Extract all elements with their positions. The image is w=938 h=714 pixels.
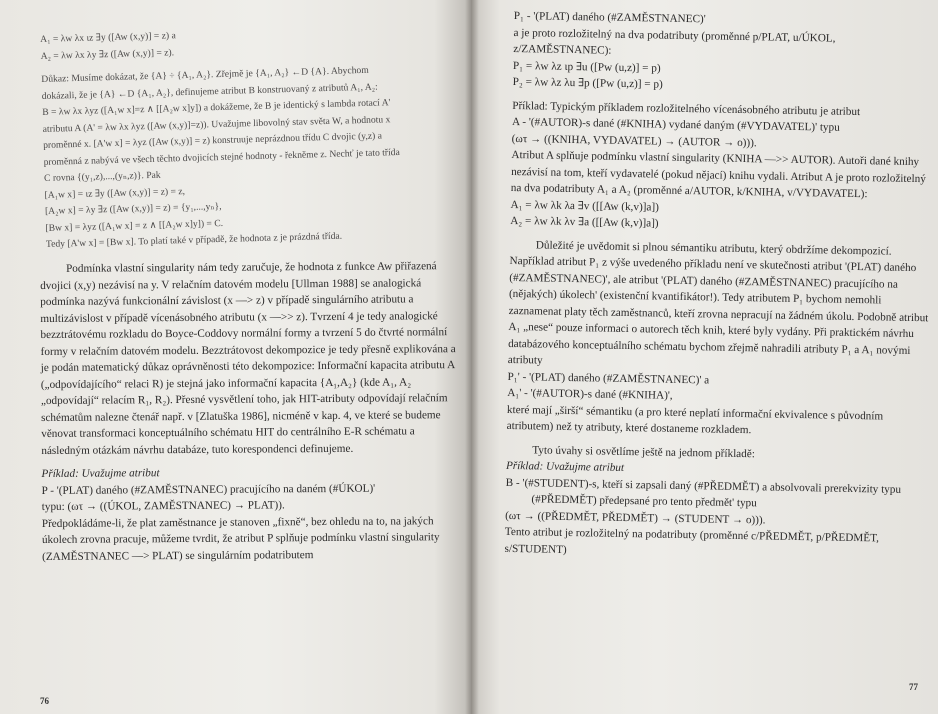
text-line: úkolech zrovna pracuje, můžeme tvrdit, že atribut P splňuje podmínku vlastní singularity bbox=[41, 530, 440, 546]
text-line: (#ZAMĚSTNANEC)', ale atribut '(PLAT) daného (#ZAMĚSTNANEC) pracujícího na bbox=[509, 271, 899, 291]
text-line: Předpokládáme-li, že plat zaměstnance je stanoven „fixně“, bez ohledu na to, na jakých bbox=[41, 514, 434, 529]
left-paragraph bbox=[40, 258, 454, 565]
text-line: proměnné x. [A'w x] = λyz ([Aw (x,y)] = z) konstruuje neprázdnou třídu C dvojic (y,z) a bbox=[43, 130, 383, 151]
example-heading: Příklad: Uvažujme atribut bbox=[505, 459, 625, 474]
text-line: A₁' - '(#AUTOR)-s dané (#KNIHA)', bbox=[507, 386, 673, 402]
text-line: formy v relačním datovém modelu. Bezztrátovost dekompozice je tedy přesně explikována a bbox=[40, 342, 456, 357]
formula-line: [Bw x] = λyz ([A₁w x] = z ∧ [[A₂w x]y]) = C. bbox=[45, 217, 224, 234]
formula-line: [A₁w x] = ιz ∃y ([Aw (x,y)] = z) = z, bbox=[44, 185, 186, 201]
text-line: (ωτ → ((PŘEDMĚT, PŘEDMĚT) → (STUDENT → o))). bbox=[505, 509, 766, 526]
text-line: Atribut A splňuje podmínku vlastní singularity (KNIHA —>> AUTOR). Autoři dané knihy bbox=[511, 148, 920, 169]
formula-line: A₂ = λw λx λy ∃z ([Aw (x,y)] = z). bbox=[40, 46, 175, 62]
text-line: na dva podatributy A₁ a A₂ (proměnné a/AUTOR, k/KNIHA, v/VYDAVATEL): bbox=[510, 181, 868, 201]
text-line: je podán matematický důkaz oprávněnosti této dekompozice: Informační kapacita atributu A bbox=[40, 358, 456, 374]
text-line: B = λw λx λyz ([A₁w x]=z ∧ [[A₂w x]y]) a dokážeme, že B je identický s lambda rotací A' bbox=[42, 97, 391, 118]
formula-line: [A₂w x] = λy ∃z ([Aw (x,y)] = z) = {y₁,...,yₙ}, bbox=[44, 201, 222, 217]
formula-line: A₁ = λw λk λa ∃v ([[Aw (k,v)]a]) bbox=[510, 198, 659, 214]
text-line: („odpovídajícího“ relaci R) je stejná jako informační kapacita {A₁,A₂} (kde A₁, A₂ bbox=[40, 375, 412, 390]
formula-line: P₂ = λw λz λu ∃p ([Pw (u,z)] = p) bbox=[512, 75, 663, 91]
text-line: P₁' - '(PLAT) daného (#ZAMĚSTNANEC)' a bbox=[507, 370, 710, 386]
text-line: typu: (ωτ → ((ÚKOL, ZAMĚSTNANEC) → PLAT)). bbox=[41, 498, 285, 513]
example-heading: Příklad: Typickým příkladem rozložitelného vícenásobného atributu je atribut bbox=[512, 99, 861, 118]
text-line: atributy bbox=[507, 353, 543, 367]
text-line: dokázali, že je {A} ←D {A₁, A₂}, definujeme atribut B konstruovaný z atributů A₁, A₂: bbox=[41, 81, 378, 102]
text-line: proměnná z nabývá ve všech těchto dvojicích stejné hodnoty - řekněme z. Nechť je tato třída bbox=[43, 146, 400, 168]
text-line: a je proto rozložitelný na dva podatributy (proměnné p/PLAT, u/ÚKOL, bbox=[513, 26, 836, 45]
text-line: Tento atribut je rozložitelný na podatributy (proměnné c/PŘEDMĚT, p/PŘEDMĚT, bbox=[504, 525, 880, 545]
formula-line: A₂ = λw λk λv ∃a ([[Aw (k,v)]a]) bbox=[510, 214, 659, 230]
text-line: Důkaz: Musíme dokázat, že {A} ÷ {A₁, A₂}. Zřejmě je {A₁, A₂} ←D {A}. Abychom bbox=[41, 64, 369, 85]
text-line: Tedy [A'w x] = [Bw x]. To platí také v případě, že hodnota z je prázdná třída. bbox=[45, 230, 343, 250]
text-line: Například atribut P₁ z výše uvedeného příkladu není ve skutečnosti atribut '(PLAT) daného bbox=[509, 254, 917, 275]
right-text-block bbox=[504, 8, 929, 564]
text-line: atributu A (A' = λw λx λyz ([Aw (x,y)]=z)). Uvažujme libovolný stav světa W, a hodnotu x bbox=[42, 113, 391, 135]
text-line: věnovat transformaci konceptuálního schématu HIT do centrálního E-R schématu a bbox=[41, 424, 415, 440]
text-line: (ωτ → ((KNIHA, VYDAVATEL) → (AUTOR → o))). bbox=[511, 132, 757, 149]
text-line: C rovna {(y₁,z),...,(yₙ,z)}. Pak bbox=[43, 169, 161, 184]
example-heading: Příklad: Uvažujme atribut bbox=[41, 466, 160, 480]
text-line: „odpovídají“ relacím R₁, R₂). Přesné vysvětlení toho, jak HIT-atributy odpovídají relačním bbox=[40, 391, 448, 407]
text-line: schématům nalezne čtenář např. v [Zlatuška 1986], nicméně v kap. 4, ve které se budeme bbox=[41, 408, 441, 423]
text-line: (#PŘEDMĚT) předepsané pro tento předmět' typu bbox=[531, 493, 757, 510]
text-line: následným otázkám návrhu databáze, tuto korespondenci definujeme. bbox=[41, 441, 354, 456]
formula-line: P₁ = λw λz ιp ∃u ([Pw (u,z)] = p) bbox=[512, 59, 661, 75]
right-page bbox=[472, 0, 938, 714]
text-line: dvojici (x,y) nezávisí na y. V relačním datovém modelu [Ullman 1988] se analogická bbox=[40, 276, 422, 291]
book-gutter bbox=[465, 0, 479, 714]
text-line: bezztrátovému rozkladu do Boyce-Coddovy normální formy a tvrzení 5 do čtvrté normální bbox=[40, 325, 448, 341]
text-line: P - '(PLAT) daného (#ZAMĚSTNANEC) pracujícího na daném (#ÚKOL)' bbox=[41, 481, 376, 496]
text-line: P₁ - '(PLAT) daného (#ZAMĚSTNANEC)' bbox=[513, 9, 706, 26]
text-line: (nějakých) úkolech' (existenční kvantifikátor!). Tedy atributem P₁ bychom nemohli bbox=[508, 287, 882, 307]
text-line: A - '(#AUTOR)-s dané (#KNIHA) vydané daným (#VYDAVATEL)' typu bbox=[511, 115, 840, 134]
text-line: které mají „širší“ sémantiku (a pro které neplatí informační ekvivalence s původním bbox=[506, 403, 884, 423]
text-line: s/STUDENT) bbox=[504, 542, 567, 556]
text-line: nezávisí na tom, kteří vydavatelé (pokud nějací) knihu vydali. Atribut A je proto rozložitelný bbox=[511, 165, 926, 185]
page-number-right: 77 bbox=[909, 682, 918, 692]
text-line: Podmínka vlastní singularity nám tedy zaručuje, že hodnota z funkce Aw přiřazená bbox=[66, 259, 437, 275]
text-line: databázového konceptuálního schématu bychom zřejmě nahradili atributy P₁ a A₁ novými bbox=[508, 337, 911, 357]
text-line: podmínka nazývá funkcionální závislost (x —> z) v případě singulárního atributu a bbox=[40, 292, 414, 308]
text-line: Tyto úvahy si osvětlíme ještě na jednom příkladě: bbox=[532, 443, 755, 460]
left-top-block bbox=[40, 20, 458, 253]
text-line: multizávislost v případě vícenásobného atributu (x —>> z). Tvrzení 4 je tedy analogické bbox=[40, 309, 438, 324]
text-line: (ZAMĚSTNANEC —> PLAT) se singulárním podatributem bbox=[42, 548, 314, 562]
text-line: B - '(#STUDENT)-s, kteří si zapsali daný (#PŘEDMĚT) a absolvovali prerekvizity typu bbox=[505, 476, 902, 496]
text-line: z/ZAMĚSTNANEC): bbox=[513, 42, 612, 57]
text-line: atributem) než ty atributy, které dostaneme rozkladem. bbox=[506, 419, 752, 437]
page-number-left: 76 bbox=[40, 696, 49, 706]
text-line: zaznamenat platy těch zaměstnanců, kteří zrovna nepracují na žádném úkolu. Podobně atribut bbox=[508, 304, 929, 324]
formula-line: A₁ = λw λx ιz ∃y ([Aw (x,y)] = z) a bbox=[40, 30, 176, 45]
text-line: Důležité je uvědomit si plnou sémantiku atributu, který obdržíme dekompozicí. bbox=[535, 238, 892, 258]
text-line: A₁ „nese“ pouze informaci o autorech těch knih, které byly vydány. Při praktickém návrhu bbox=[508, 320, 914, 341]
